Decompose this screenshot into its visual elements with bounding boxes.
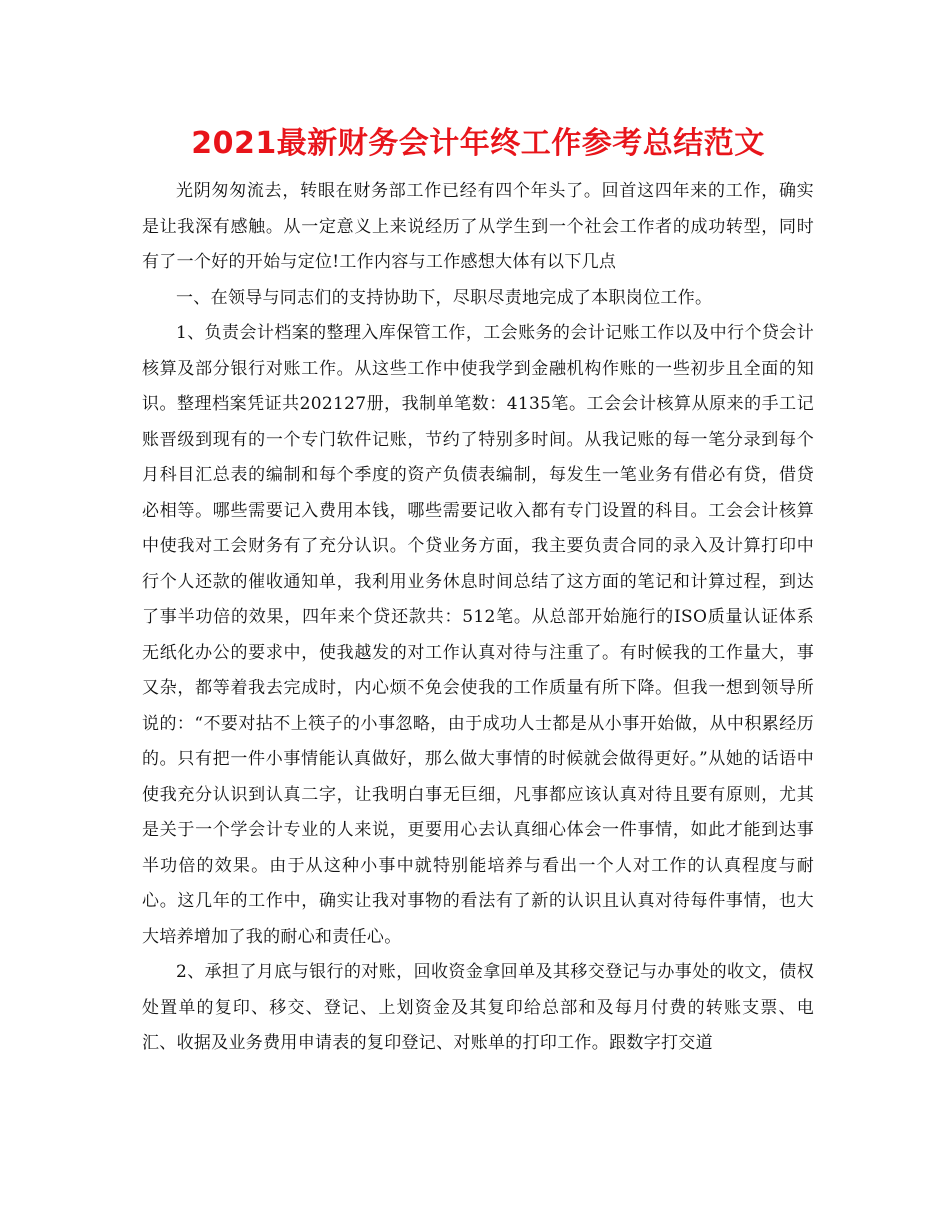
paragraph-intro: 光阴匆匆流去，转眼在财务部工作已经有四个年头了。回首这四年来的工作，确实是让我深有感触。从一定意义上来说经历了从学生到一个社会工作者的成功转型，同时有了一个好的开始与定位!工作内容与工作感想大体有以下几点	[142, 181, 814, 272]
paragraph-section-one-heading: 一、在领导与同志们的支持协助下，尽职尽责地完成了本职岗位工作。	[176, 287, 713, 308]
paragraph-item-two: 2、承担了月底与银行的对账，回收资金拿回单及其移交登记与办事处的收文，债权处置单的复印、移交、登记、上划资金及其复印给总部和及每月付费的转账支票、电汇、收据及业务费用申请表的复印登记、对账单的打印工作。跟数字打交道	[142, 962, 814, 1053]
document-title: 2021最新财务会计年终工作参考总结范文	[191, 126, 765, 161]
paragraph-item-one: 1、负责会计档案的整理入库保管工作，工会账务的会计记账工作以及中行个贷会计核算及部分银行对账工作。从这些工作中使我学到金融机构作账的一些初步且全面的知识。整理档案凭证共202127册，我制单笔数：4135笔。工会会计核算从原来的手工记账晋级到现有的一个专门软件记账，节约了特别多时间。从我记账的每一笔分录到每个月科目汇总表的编制和每个季度的资产负债表编制，每发生一笔业务有借必有贷，借贷必相等。哪些需要记入费用本钱，哪些需要记收入都有专门设置的科目。工会会计核算中使我对工会财务有了充分认识。个贷业务方面，我主要负责合同的录入及计算打印中行个人还款的催收通知单，我利用业务休息时间总结了这方面的笔记和计算过程，到达了事半功倍的效果，四年来个贷还款共：512笔。从总部开始施行的ISO质量认证体系无纸化办公的要求中，使我越发的对工作认真对待与注重了。有时候我的工作量大，事又杂，都等着我去完成时，内心烦不免会使我的工作质量有所下降。但我一想到领导所说的：“不要对拈不上筷子的小事忽略，由于成功人士都是从小事开始做，从中积累经历的。只有把一件小事情能认真做好，那么做大事情的时候就会做得更好。”从她的话语中使我充分认识到认真二字，让我明白事无巨细，凡事都应该认真对待且要有原则，尤其是关于一个学会计专业的人来说，更要用心去认真细心体会一件事情，如此才能到达事半功倍的效果。由于从这种小事中就特别能培养与看出一个人对工作的认真程度与耐心。这几年的工作中，确实让我对事物的看法有了新的认识且认真对待每件事情，也大大培养增加了我的耐心和责任心。	[142, 323, 814, 947]
